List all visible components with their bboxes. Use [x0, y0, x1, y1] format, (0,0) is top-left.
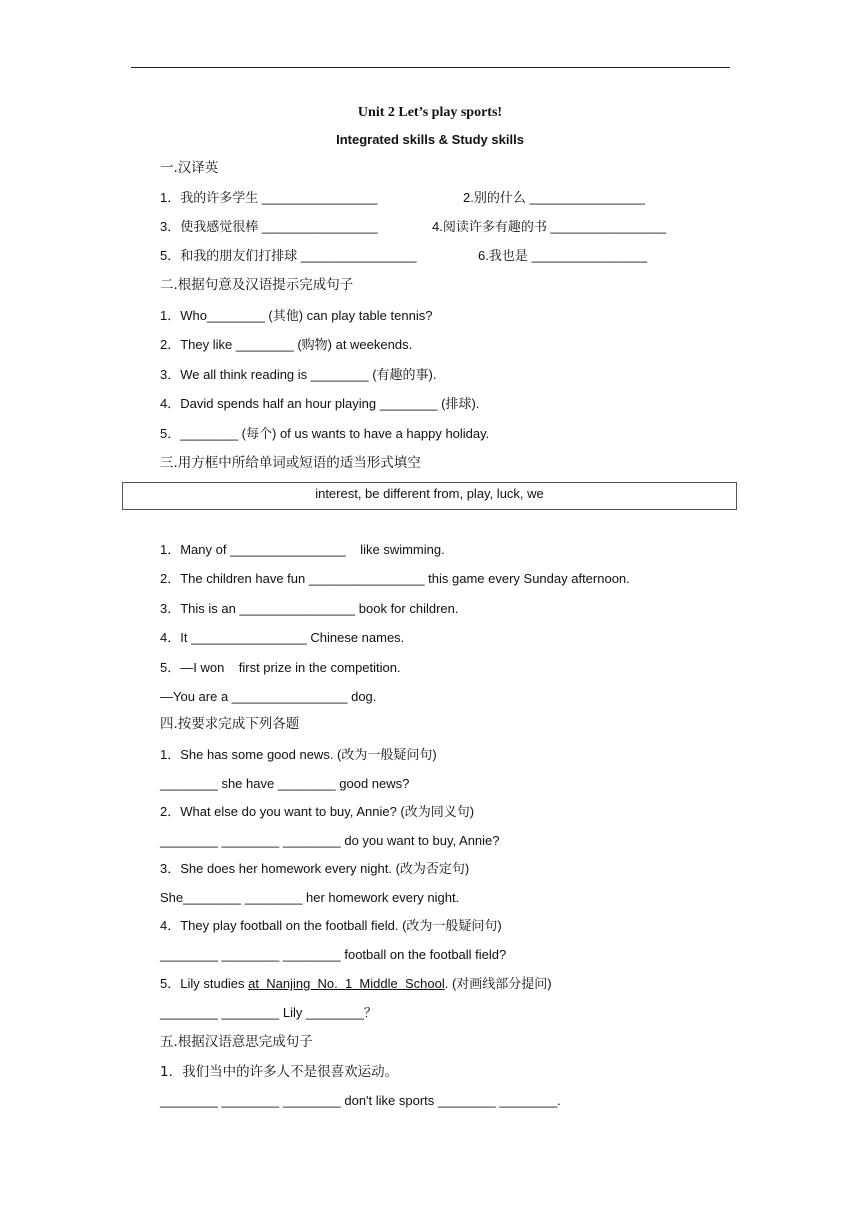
- s3-item-4: 4．It ________________ Chinese names.: [160, 630, 405, 645]
- s1-item-1: 1．我的许多学生 ________________: [160, 190, 378, 205]
- s5-item-1-answer: ________ ________ ________ don't like sports ________ ________.: [160, 1093, 561, 1108]
- s3-item-5: 5．—I won first prize in the competition.: [160, 660, 401, 675]
- s2-item-3: 3．We all think reading is ________ (有趣的事).: [160, 367, 437, 382]
- worksheet-subtitle: Integrated skills & Study skills: [336, 132, 524, 147]
- s4-item-5: [160, 976, 552, 992]
- s3-item-2: 2．The children have fun ________________ this game every Sunday afternoon.: [160, 571, 630, 586]
- s4-item-1-answer: ________ she have ________ good news?: [160, 776, 410, 791]
- s4-item-3-answer: She________ ________ her homework every night.: [160, 890, 460, 905]
- header-rule: [131, 67, 730, 68]
- s4-item-1: 1．She has some good news. (改为一般疑问句): [160, 747, 437, 762]
- s4-item-5-suffix: . (对画线部分提问): [444, 976, 552, 991]
- s2-item-4: 4．David spends half an hour playing ________ (排球).: [160, 396, 480, 411]
- s1-item-2: 2.别的什么 ________________: [463, 190, 646, 205]
- s3-item-5-reply: —You are a ________________ dog.: [160, 689, 377, 704]
- s2-item-1: 1．Who________ (其他) can play table tennis?: [160, 308, 433, 323]
- s1-item-4: 4.阅读许多有趣的书 ________________: [432, 219, 667, 234]
- s4-item-4-answer: ________ ________ ________ football on the football field?: [160, 947, 507, 962]
- section-3-heading: 三.用方框中所给单词或短语的适当形式填空: [160, 455, 421, 471]
- s4-item-4: 4．They play football on the football field. (改为一般疑问句): [160, 918, 502, 933]
- word-box-text: interest, be different from, play, luck, we: [315, 486, 544, 501]
- s5-item-1: 1．我们当中的许多人不是很喜欢运动。: [160, 1064, 399, 1080]
- section-5-heading: 五.根据汉语意思完成句子: [160, 1034, 313, 1050]
- s4-item-5-underlined: at Nanjing No. 1 Middle School: [248, 976, 445, 991]
- s1-item-6: 6.我也是 ________________: [478, 248, 648, 263]
- s4-item-2: 2．What else do you want to buy, Annie? (改为同义句): [160, 804, 475, 819]
- word-box: [122, 482, 737, 510]
- s1-item-5: 5．和我的朋友们打排球 ________________: [160, 248, 417, 263]
- s3-item-1: 1．Many of ________________ like swimming.: [160, 542, 445, 557]
- s2-item-2: 2．They like ________ (购物) at weekends.: [160, 337, 413, 352]
- s4-item-5-prefix: 5．Lily studies: [160, 976, 249, 991]
- s4-item-2-answer: ________ ________ ________ do you want to buy, Annie?: [160, 833, 500, 848]
- s4-item-5-answer: ________ ________ Lily ________？: [160, 1005, 377, 1020]
- section-2-heading: 二.根据句意及汉语提示完成句子: [160, 277, 354, 293]
- s3-item-3: 3．This is an ________________ book for children.: [160, 601, 459, 616]
- section-4-heading: 四.按要求完成下列各题: [160, 716, 300, 732]
- section-1-heading: 一.汉译英: [160, 160, 219, 176]
- s4-item-3: 3．She does her homework every night. (改为否定句): [160, 861, 470, 876]
- worksheet-title: Unit 2 Let’s play sports!: [357, 105, 503, 120]
- s1-item-3: 3．使我感觉很棒 ________________: [160, 219, 378, 234]
- s2-item-5: 5．________ (每个) of us wants to have a happy holiday.: [160, 426, 490, 441]
